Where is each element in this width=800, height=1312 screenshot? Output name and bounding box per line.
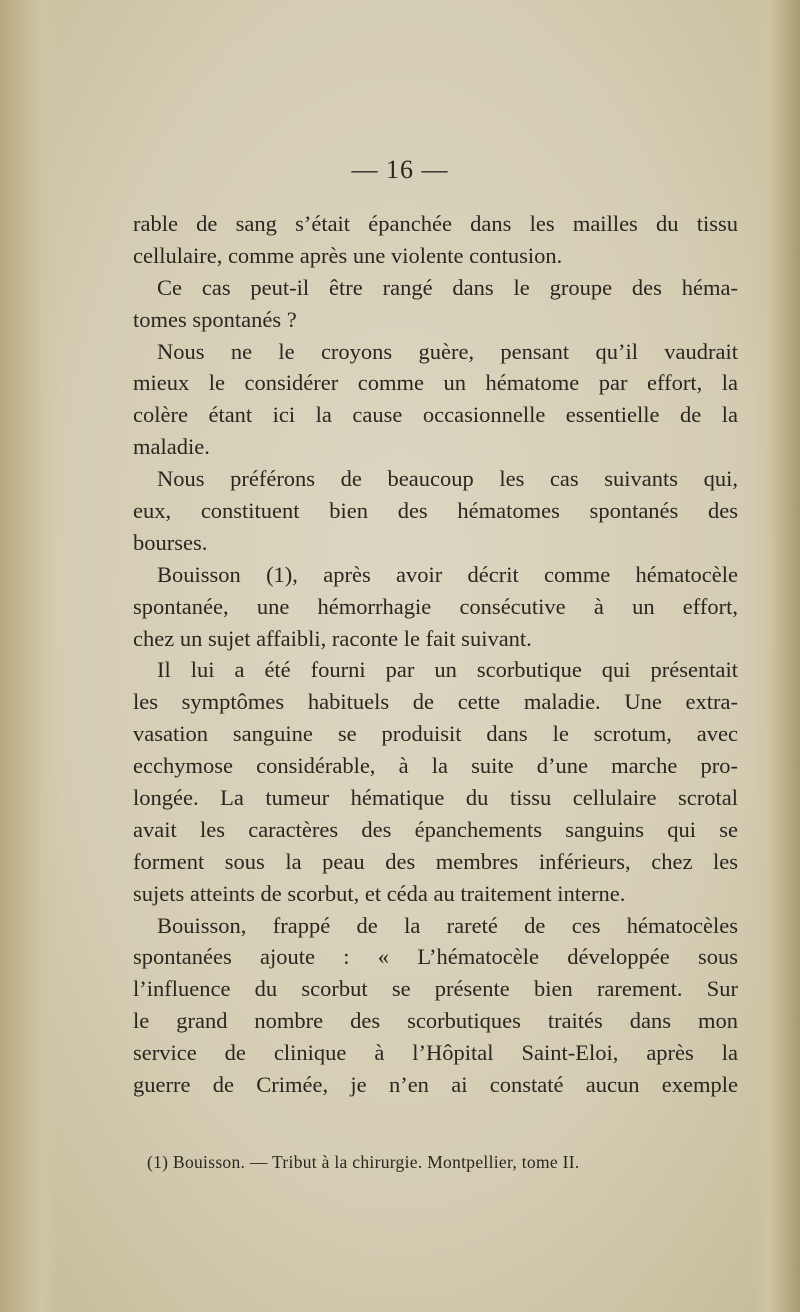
text-line: Ce cas peut-il être rangé dans le groupe des héma- [157, 274, 738, 300]
text-line: l’influence du scorbut se présente bien rarement. Sur [133, 976, 738, 1002]
text-line: cellulaire, comme après une violente contusion. [133, 242, 563, 268]
text-line: tomes spontanés ? [133, 306, 297, 332]
text-line: eux, constituent bien des hématomes spontanés des [133, 498, 738, 524]
text-line: bourses. [133, 529, 208, 555]
body-text [133, 208, 738, 1101]
text-line: Bouisson (1), après avoir décrit comme hématocèle [157, 561, 738, 587]
text-line: colère étant ici la cause occasionnelle essentielle de la [133, 402, 738, 428]
text-line: mieux le considérer comme un hématome par effort, la [133, 370, 738, 396]
text-line: Nous préférons de beaucoup les cas suivants qui, [157, 466, 738, 492]
text-line: sujets atteints de scorbut, et céda au traitement interne. [133, 880, 626, 906]
text-line: ecchymose considérable, à la suite d’une marche pro- [133, 753, 738, 779]
text-line: vasation sanguine se produisit dans le scrotum, avec [133, 721, 738, 747]
page-left-shadow [0, 0, 60, 1312]
page-right-shadow [750, 0, 800, 1312]
footnote: (1) Bouisson. — Tribut à la chirurgie. Montpellier, tome II. [147, 1152, 580, 1172]
text-line: Bouisson, frappé de la rareté de ces hématocèles [157, 912, 738, 938]
text-line: avait les caractères des épanchements sanguins qui se [133, 816, 738, 842]
text-line: forment sous la peau des membres inférieurs, chez les [133, 848, 738, 874]
text-line: service de clinique à l’Hôpital Saint-Eloi, après la [133, 1040, 738, 1066]
text-line: le grand nombre des scorbutiques traités dans mon [133, 1008, 738, 1034]
text-line: rable de sang s’était épanchée dans les mailles du tissu [133, 211, 738, 236]
text-line: guerre de Crimée, je n’en ai constaté aucun exemple [133, 1072, 738, 1098]
text-line: longée. La tumeur hématique du tissu cellulaire scrotal [133, 785, 738, 811]
text-line: Il lui a été fourni par un scorbutique qui présentait [157, 657, 738, 683]
text-line: maladie. [133, 434, 210, 460]
text-line: les symptômes habituels de cette maladie. Une extra- [133, 689, 738, 715]
text-line: Nous ne le croyons guère, pensant qu’il vaudrait [157, 338, 738, 364]
page-number: — 16 — [351, 155, 449, 184]
text-line: spontanées ajoute : « L’hématocèle développée sous [133, 944, 738, 970]
text-line: chez un sujet affaibli, raconte le fait suivant. [133, 625, 532, 651]
text-line: spontanée, une hémorrhagie consécutive à un effort, [133, 593, 738, 619]
